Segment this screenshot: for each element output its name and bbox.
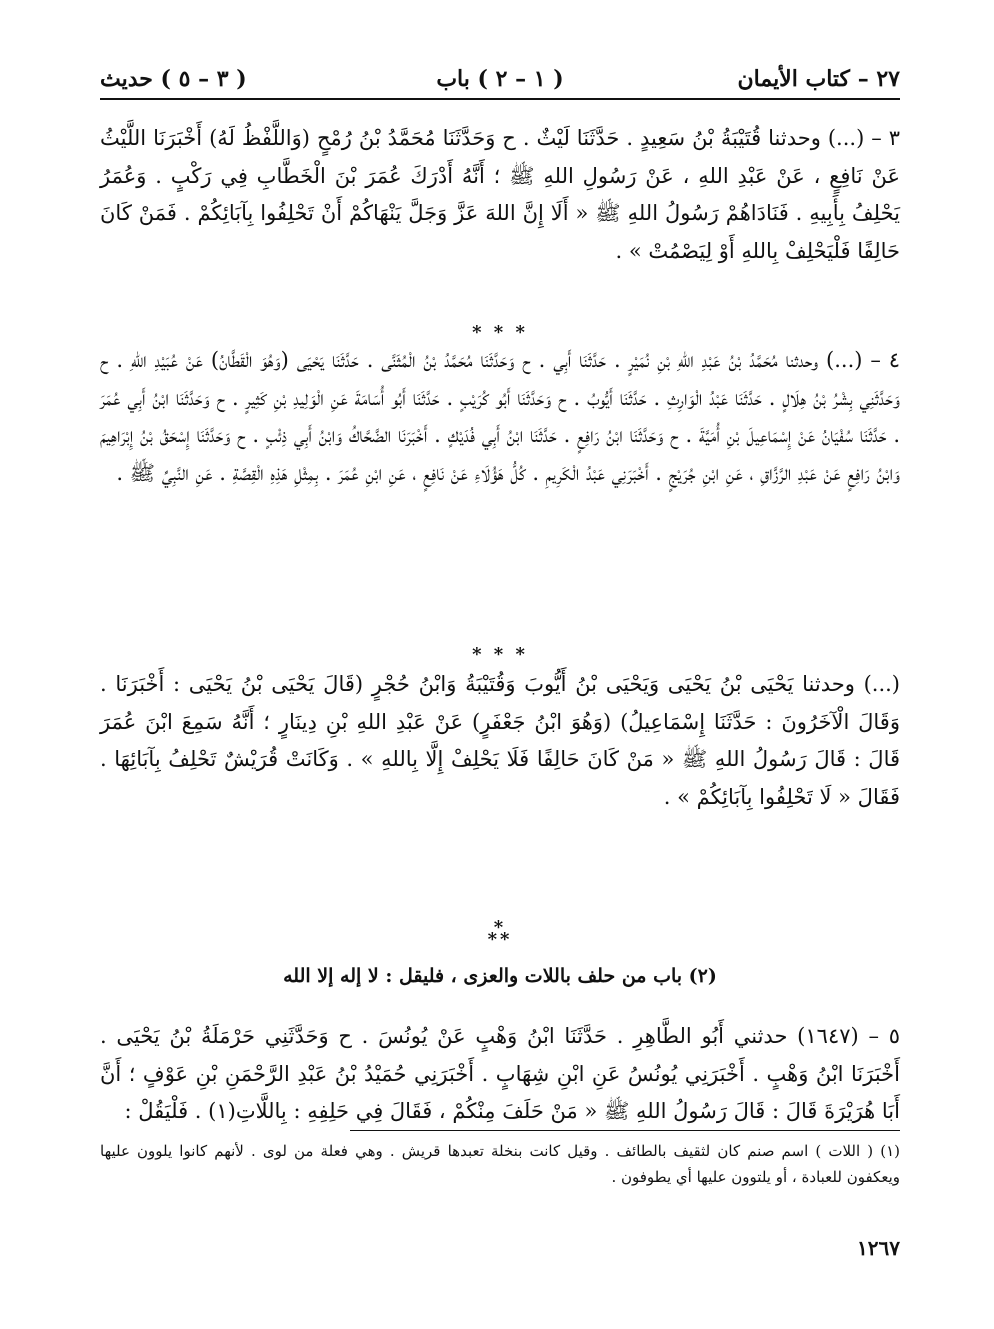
- header-hadith-range: ( ٣ – ٥ ) حديث: [100, 66, 247, 92]
- page-header: [100, 60, 900, 98]
- header-rule: [100, 98, 900, 100]
- separator-1: * * *: [472, 322, 528, 343]
- hadith-3: ٣ – (...) وحدثنا قُتَيْبَةُ بْنُ سَعِيدٍ . حَدَّثَنَا لَيْثٌ . ح وَحَدَّثَنَا مُحَمَّدُ بْنُ رُمْحٍ (وَاللَّفْظُ لَهُ) أَخْبَرَنَا اللَّيْثُ عَنْ نَافِعٍ ، عَنْ عَبْدِ اللهِ ، عَنْ رَسُولِ اللهِ ﷺ ؛ أَنَّهُ أَدْرَكَ عُمَرَ بْنَ الْخَطَّابِ فِي رَكْبٍ . وَعُمَرُ يَحْلِفُ بِأَبِيهِ . فَنَادَاهُمْ رَسُولُ اللهِ ﷺ « أَلَا إِنَّ اللهَ عَزَّ وَجَلَّ يَنْهَاكُمْ أَنْ تَحْلِفُوا بِآبَائِكُمْ . فَمَنْ كَانَ حَالِفًا فَلْيَحْلِفْ بِاللهِ أَوْ لِيَصْمُتْ » .: [100, 126, 900, 263]
- hadith-4-continued: (...) وحدثنا يَحْيَى بْنُ يَحْيَى وَيَحْيَى بْنُ أَيُّوبَ وَقُتَيْبَةُ وَابْنُ حُجْرٍ (قَالَ يَحْيَى بْنُ يَحْيَى : أَخْبَرَنَا . وَقَالَ الْآخَرُونَ : حَدَّثَنَا إِسْمَاعِيلُ) (وَهُوَ ابْنُ جَعْفَرٍ) عَنْ عَبْدِ اللهِ بْنِ دِينَارٍ ؛ أَنَّهُ سَمِعَ ابْنَ عُمَرَ قَالَ : قَالَ رَسُولُ اللهِ ﷺ « مَنْ كَانَ حَالِفًا فَلَا يَحْلِفْ إِلَّا بِاللهِ » . وَكَانَتْ قُرَيْشٌ تَحْلِفُ بِآبَائِهَا . فَقَالَ « لَا تَحْلِفُوا بِآبَائِكُمْ » .: [100, 672, 900, 809]
- chapter-title: (٢) باب من حلف باللات والعزى ، فليقل : لا إله إلا الله: [283, 965, 717, 987]
- header-chapter: ( ١ – ٢ ) باب: [436, 66, 564, 92]
- separator-3: * **: [487, 917, 513, 950]
- page-number: ١٢٦٧: [857, 1236, 900, 1260]
- header-book-title: ٢٧ – كتاب الأيمان: [737, 66, 900, 92]
- footnote: (١) ( اللات ) اسم صنم كان لثقيف بالطائف . وقيل كانت بنخلة تعبدها قريش . وهي فعلة من لوى . لأنهم كانوا يلوون عليها ويعكفون للعبادة ، أو يلتوون عليها أي يطوفون .: [100, 1142, 900, 1186]
- hadith-5: ٥ – (١٦٤٧) حدثني أَبُو الطَّاهِرِ . حَدَّثَنَا ابْنُ وَهْبٍ عَنْ يُونُسَ . ح وَحَدَّثَنِي حَرْمَلَةُ بْنُ يَحْيَى . أَخْبَرَنَا ابْنُ وَهْبٍ . أَخْبَرَنِي يُونُسُ عَنِ ابْنِ شِهَابٍ . أَخْبَرَنِي حُمَيْدُ بْنُ عَبْدِ الرَّحْمَنِ بْنِ عَوْفٍ ؛ أَنَّ أَبَا هُرَيْرَةَ قَالَ : قَالَ رَسُولُ اللهِ ﷺ « مَنْ حَلَفَ مِنْكُمْ ، فَقَالَ فِي حَلِفِهِ : بِاللَّاتِ(١) . فَلْيَقُلْ :: [100, 1024, 900, 1123]
- document-page: [100, 60, 900, 1290]
- separator-2: * * *: [472, 644, 528, 665]
- hadith-4: ٤ – (...) وحدثنا مُحَمَّدُ بْنُ عَبْدِ اللهِ بْنِ نُمَيْرٍ . حَدَّثَنَا أَبِي . ح وَحَدَّثَنَا مُحَمَّدُ بْنُ الْمُثَنَّى . حَدَّثَنَا يَحْيَى (وَهُوَ الْقَطَّانُ) عَنْ عُبَيْدِ اللهِ . ح وَحَدَّثَنِي بِشْرُ بْنُ هِلَالٍ . حَدَّثَنَا عَبْدُ الْوَارِثِ . حَدَّثَنَا أَيُّوبُ . ح وَحَدَّثَنَا أَبُو كُرَيْبٍ . حَدَّثَنَا أَبُو أُسَامَةَ عَنِ الْوَلِيدِ بْنِ كَثِيرٍ . ح وَحَدَّثَنَا ابْنُ أَبِي عُمَرَ . حَدَّثَنَا سُفْيَانُ عَنْ إِسْمَاعِيلَ بْنِ أُمَيَّةَ . ح وَحَدَّثَنَا ابْنُ رَافِعٍ . حَدَّثَنَا ابْنُ أَبِي فُدَيْكٍ . أَخْبَرَنَا الضَّحَّاكُ وَابْنُ أَبِي ذِئْبٍ . ح وَحَدَّثَنَا إِسْحَقُ بْنُ إِبْرَاهِيمَ وَابْنُ رَافِعٍ عَنْ عَبْدِ الرَّزَّاقِ ، عَنِ ابْنِ جُرَيْجٍ . أَخْبَرَنِي عَبْدُ الْكَرِيمِ . كُلُّ هَؤُلَاءِ عَنْ نَافِعٍ ، عَنِ ابْنِ عُمَرَ . بِمِثْلِ هَذِهِ الْقِصَّةِ . عَنِ النَّبِيِّ ﷺ .: [100, 348, 900, 485]
- footnote-rule: [350, 1130, 900, 1131]
